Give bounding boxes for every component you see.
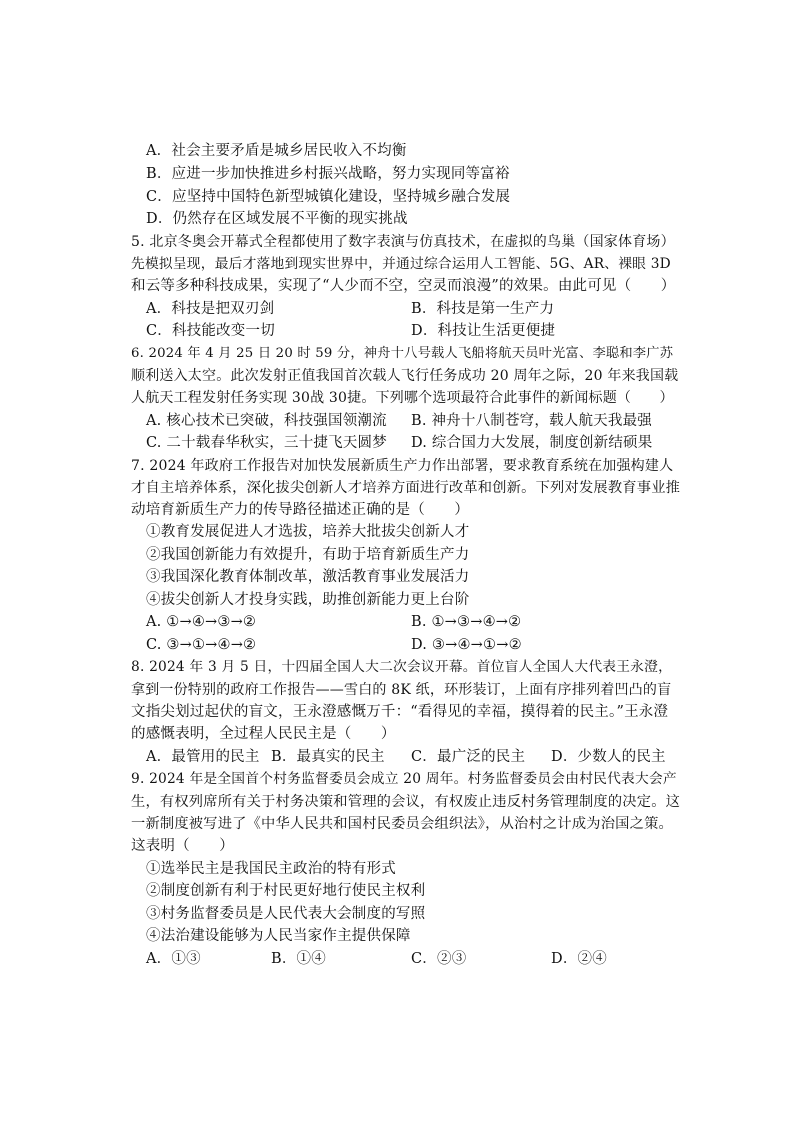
q8-option-a: A．最管用的民主	[146, 749, 260, 765]
q4-option-d: D．仍然存在区域发展不平衡的现实挑战	[146, 211, 408, 227]
q8-option-c: C．最广泛的民主	[411, 749, 526, 765]
q7-option-c: C. ③→①→④→②	[146, 637, 257, 653]
q5-option-c: C．科技能改变一切	[146, 323, 275, 339]
q7-option-d: D. ③→④→①→②	[411, 637, 522, 653]
q7-statement-4: ④拔尖创新人才投身实践，助推创新能力更上台阶	[146, 592, 470, 608]
q7-stem-line-3: 动培育新质生产力的传导路径描述正确的是（ ）	[131, 502, 470, 518]
q6-stem-line-2: 顺利送入太空。此次发射正值我国首次载人飞行任务成功 20 周年之际，20 年来我国载	[131, 368, 679, 384]
q7-statement-1: ①教育发展促进人才选拔，培养大批拔尖创新人才	[146, 524, 470, 540]
q9-stem-line-1: 9. 2024 年是全国首个村务监督委员会成立 20 周年。村务监督委员会由村民代表大会产	[131, 771, 677, 787]
q7-statement-2: ②我国创新能力有效提升，有助于培育新质生产力	[146, 547, 470, 563]
q6-option-b: B. 神舟十八制苍穹，载人航天我最强	[411, 413, 652, 429]
q5-option-b: B．科技是第一生产力	[411, 301, 555, 317]
q8-stem-line-1: 8. 2024 年 3 月 5 日，十四届全国人大二次会议开幕。首位盲人全国人大代表王永澄，	[131, 659, 673, 675]
q9-statement-3: ③村务监督委员是人民代表大会制度的写照	[146, 906, 426, 922]
q8-stem-line-4: 的感慨表明，全过程人民民主是（ ）	[131, 726, 396, 742]
q4-option-b: B．应进一步加快推进乡村振兴战略，努力实现同等富裕	[146, 166, 510, 182]
q8-stem-line-3: 文指尖划过起伏的盲文，王永澄感慨万千：“看得见的幸福，摸得着的民主。”王永澄	[131, 704, 669, 720]
q8-option-b: B．最真实的民主	[271, 749, 385, 765]
q9-statement-4: ④法治建设能够为人民当家作主提供保障	[146, 928, 411, 944]
q9-stem-line-2: 生，有权列席所有关于村务决策和管理的会议，有权废止违反村务管理制度的决定。这	[131, 794, 681, 810]
q7-stem-line-1: 7. 2024 年政府工作报告对加快发展新质生产力作出部署，要求教育系统在加强构建人	[131, 458, 674, 474]
q8-stem-line-2: 拿到一份特别的政府工作报告——雪白的 8K 纸，环形装订，上面有序排列着凹凸的盲	[131, 682, 672, 698]
q6-option-a: A. 核心技术已突破，科技强国领潮流	[146, 413, 387, 429]
q5-stem-line-3: 和云等多种科技成果，实现了“人少而不空，空灵而浪漫”的效果。由此可见（ ）	[131, 278, 676, 294]
q5-option-a: A．科技是把双刃剑	[146, 301, 275, 317]
q4-option-c: C．应坚持中国特色新型城镇化建设，坚持城乡融合发展	[146, 189, 511, 205]
q6-stem-line-1: 6. 2024 年 4 月 25 日 20 时 59 分，神舟十八号载人飞船将航天员叶光富、李聪和李广苏	[131, 346, 674, 361]
q7-stem-line-2: 才自主培养体系，深化拔尖创新人才培养方面进行改革和创新。下列对发展教育事业推	[131, 480, 681, 496]
q5-stem-line-1: 5. 北京冬奥会开幕式全程都使用了数字表演与仿真技术，在虚拟的鸟巢（国家体育场）	[131, 234, 675, 250]
q6-stem-line-3: 人航天工程发射任务实现 30战 30捷。下列哪个选项最符合此事件的新闻标题（ ）	[131, 390, 674, 406]
q5-stem-line-2: 先模拟呈现，最后才落地到现实世界中，并通过综合运用人工智能、5G、AR、裸眼 3D	[131, 256, 671, 272]
q9-option-a: A．①③	[146, 951, 201, 967]
q9-stem-line-4: 这表明（ ）	[131, 838, 234, 854]
q7-option-b: B. ①→③→④→②	[411, 614, 522, 630]
q9-statement-1: ①选举民主是我国民主政治的特有形式	[146, 861, 396, 877]
q9-option-b: B．①④	[271, 951, 326, 967]
q9-option-d: D．②④	[551, 951, 607, 967]
q6-option-c: C. 二十载春华秋实，三十捷飞天圆梦	[146, 435, 387, 451]
q9-statement-2: ②制度创新有利于村民更好地行使民主权利	[146, 883, 426, 899]
q7-option-a: A. ①→④→③→②	[146, 614, 257, 630]
q8-option-d: D．少数人的民主	[551, 749, 666, 765]
q5-option-d: D．科技让生活更便捷	[411, 323, 556, 339]
q6-option-d: D. 综合国力大发展，制度创新结硕果	[411, 435, 653, 451]
q9-option-c: C．②③	[411, 951, 467, 967]
q7-statement-3: ③我国深化教育体制改革，激活教育事业发展活力	[146, 569, 470, 585]
q4-option-a: A．社会主要矛盾是城乡居民收入不均衡	[146, 143, 407, 159]
q9-stem-line-3: 一新制度被写进了《中华人民共和国村民委员会组织法》，从治村之计成为治国之策。	[131, 816, 673, 832]
